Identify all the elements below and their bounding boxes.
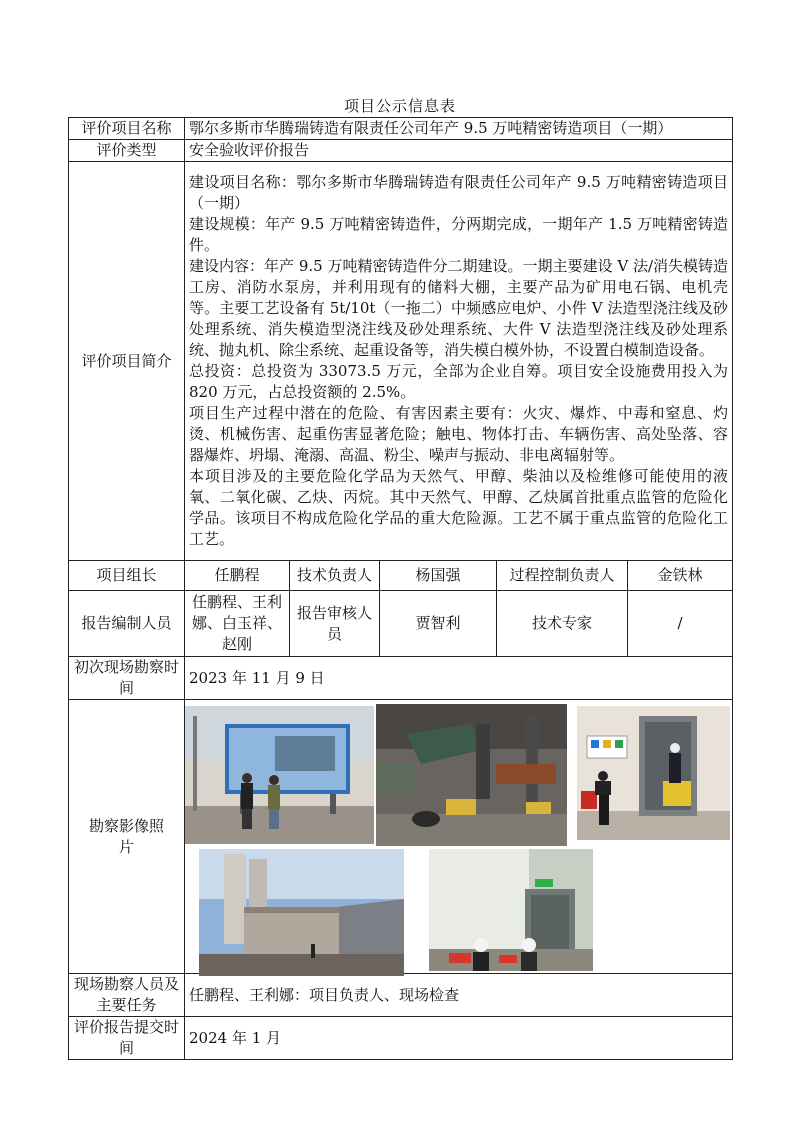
site-photo-billboard (185, 706, 374, 844)
site-photo-workshop (376, 704, 567, 846)
site-photo-emergency-exit (429, 849, 593, 971)
intro-content (185, 162, 733, 561)
row-report (69, 591, 733, 657)
eval-type-label: 评价类型 (69, 140, 185, 162)
row-survey-staff (69, 974, 733, 1017)
process-lead-label: 过程控制负责人 (497, 561, 628, 591)
row-intro (69, 162, 733, 561)
project-name-value: 鄂尔多斯市华腾瑞铸造有限责任公司年产 9.5 万吨精密铸造项目（一期） (185, 118, 733, 140)
tech-lead-value: 杨国强 (380, 561, 497, 591)
survey-staff-value: 任鹏程、王利娜：项目负责人、现场检查 (185, 974, 733, 1017)
intro-paragraph: 建设项目名称：鄂尔多斯市华腾瑞铸造有限责任公司年产 9.5 万吨精密铸造项目（一期） (189, 173, 729, 212)
intro-paragraph: 本项目涉及的主要危险化学品为天然气、甲醇、柴油以及检维修可能使用的液氧、二氧化碳、乙炔、丙烷。其中天然气、甲醇、乙炔属首批重点监管的危险化学品。该项目不构成危险化学品的重大危险源。工艺不属于重点监管的危险化工工艺。 (189, 467, 729, 548)
row-submit-time (69, 1017, 733, 1060)
row-photos (69, 700, 733, 974)
site-photo-factory-exterior (199, 849, 404, 976)
page-title: 项目公示信息表 (343, 97, 456, 115)
photos-label: 勘察影像照片 (69, 700, 185, 974)
expert-label: 技术专家 (497, 591, 628, 657)
row-eval-type (69, 140, 733, 162)
survey-time-label: 初次现场勘察时间 (69, 657, 185, 700)
intro-paragraph: 建设规模：年产 9.5 万吨精密铸造件，分两期完成，一期年产 1.5 万吨精密铸造件。 (189, 215, 729, 254)
process-lead-value: 金铁林 (628, 561, 733, 591)
project-name-label: 评价项目名称 (69, 118, 185, 140)
editors-label: 报告编制人员 (69, 591, 185, 657)
expert-value: / (628, 591, 733, 657)
survey-time-value: 2023 年 11 月 9 日 (185, 657, 733, 700)
intro-paragraph: 项目生产过程中潜在的危险、有害因素主要有：火灾、爆炸、中毒和窒息、灼烫、机械伤害、起重伤害显著危险；触电、物体打击、车辆伤害、高处坠落、容器爆炸、坍塌、淹溺、高温、粉尘、噪声与振动、非电离辐射等。 (189, 404, 729, 464)
reviewer-value: 贾智利 (380, 591, 497, 657)
reviewer-label: 报告审核人员 (290, 591, 380, 657)
site-photo-fire-equipment (577, 706, 730, 840)
eval-type-value: 安全验收评价报告 (185, 140, 733, 162)
info-table (68, 117, 733, 1060)
intro-paragraph: 总投资：总投资为 33073.5 万元，全部为企业自筹。项目安全设施费用投入为 820 万元，占总投资额的 2.5%。 (189, 362, 729, 401)
leader-label: 项目组长 (69, 561, 185, 591)
leader-value: 任鹏程 (185, 561, 290, 591)
row-survey-time (69, 657, 733, 700)
photos-cell (185, 700, 733, 974)
intro-label: 评价项目简介 (69, 162, 185, 561)
intro-paragraph: 建设内容：年产 9.5 万吨精密铸造件分二期建设。一期主要建设 V 法/消失模铸造工房、消防水泵房，并利用现有的储料大棚，主要产品为矿用电石锅、电机壳等。主要工艺设备有 5t/10t（一拖二）中频感应电炉、小件 V 法造型浇注线及砂处理系统、消失模造型浇注线及砂处理系统、大件 V 法造型浇注线及砂处理系统、抛丸机、除尘系统、起重设备等，消失模白模外协，不设置白模制造设备。 (189, 257, 729, 359)
tech-lead-label: 技术负责人 (290, 561, 380, 591)
submit-time-label: 评价报告提交时间 (69, 1017, 185, 1060)
survey-staff-label: 现场勘察人员及主要任务 (69, 974, 185, 1017)
editors-value: 任鹏程、王利娜、白玉祥、赵刚 (185, 591, 290, 657)
row-project-name (69, 118, 733, 140)
row-team (69, 561, 733, 591)
photo-grid (185, 701, 732, 973)
submit-time-value: 2024 年 1 月 (185, 1017, 733, 1060)
